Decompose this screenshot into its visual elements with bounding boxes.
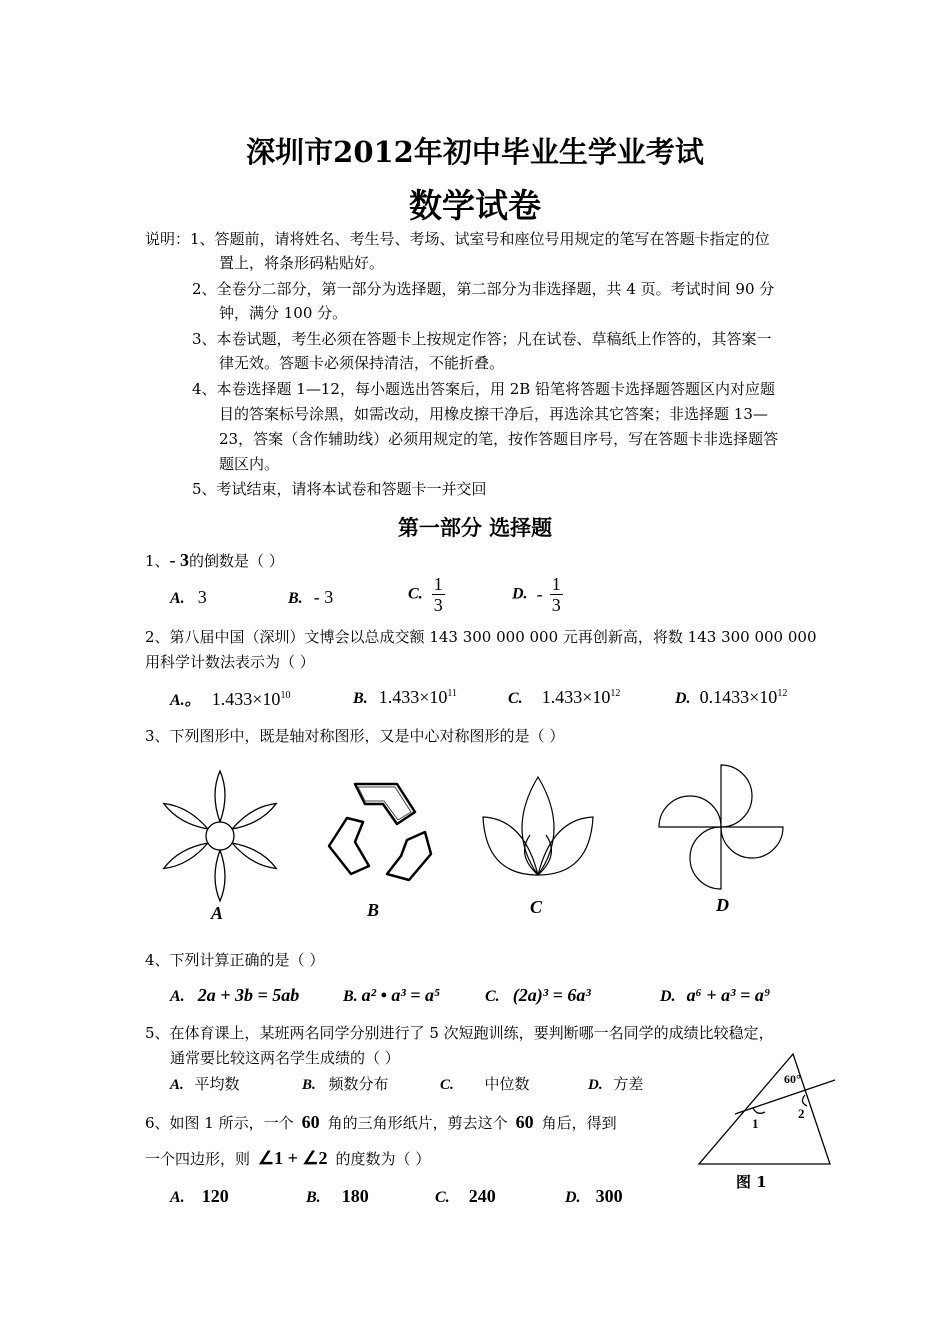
q5-option-b: B. 频数分布 [302, 1075, 389, 1093]
q4-option-b: B. a² • a³ = a⁵ [343, 985, 441, 1005]
figure-c-lotus [478, 775, 598, 880]
question-6-line2: 一个四边形，则 ∠1 + ∠2 的度数为（ ） [145, 1148, 431, 1168]
figure-1-angle-label: 60° [784, 1072, 801, 1086]
q5-option-d: D. 方差 [588, 1075, 644, 1093]
figure-label-c: C [530, 897, 543, 917]
q1-option-a: A. 3 [170, 587, 207, 607]
figure-1-label-1: 1 [752, 1116, 759, 1131]
question-6-line1: 6、如图 1 所示，一个 60 角的三角形纸片，剪去这个 60 角后，得到 [145, 1112, 617, 1132]
instruction-line: 律无效。答题卡必须保持清洁，不能折叠。 [219, 354, 505, 372]
exam-title: 深圳市2012年初中毕业生学业考试 [246, 135, 704, 169]
instruction-line: 2、全卷分二部分，第一部分为选择题，第二部分为非选择题，共 4 页。考试时间 90 分 [192, 280, 775, 298]
figure-1-triangle [695, 1050, 840, 1175]
figure-b-triangle-arrows [325, 782, 433, 882]
q4-option-d: D. a⁶ + a³ = a⁹ [660, 985, 771, 1005]
instructions-lead: 说明：1、答题前，请将姓名、考生号、考场、试室号和座位号用规定的笔写在答题卡指定的位 [145, 230, 770, 248]
section-title: 第一部分 选择题 [397, 515, 553, 540]
q4-option-c: C. (2a)³ = 6a³ [485, 985, 591, 1005]
figure-1-label-2: 2 [798, 1106, 805, 1121]
instruction-line: 5、考试结束，请将本试卷和答题卡一并交回 [192, 480, 487, 498]
question-4: 4、下列计算正确的是（ ） [145, 951, 325, 969]
q6-option-d: D. 300 [565, 1186, 623, 1206]
q5-option-c: C. 中位数 [440, 1075, 530, 1093]
q2-option-b: B. $1.433\times 10^{11}$ [353, 687, 458, 707]
question-1: 1、- 3的倒数是（ ） [145, 550, 284, 570]
figure-a-flower [160, 768, 280, 900]
instruction-line: 4、本卷选择题 1—12，每小题选出答案后，用 2B 铅笔将答题卡选择题答题区内对应题 [192, 380, 776, 398]
q6-option-b: B. 180 [306, 1186, 369, 1206]
question-2-line2: 用科学计数法表示为（ ） [145, 653, 315, 671]
figure-d-pinwheel [655, 765, 787, 890]
instruction-line: 钟，满分 100 分。 [219, 304, 348, 322]
q6-option-c: C. 240 [435, 1186, 496, 1206]
exam-subtitle: 数学试卷 [409, 186, 541, 225]
q6-option-a: A. 120 [170, 1186, 229, 1206]
instruction-line: 3、本卷试题，考生必须在答题卡上按规定作答；凡在试卷、草稿纸上作答的，其答案一 [192, 330, 772, 348]
q2-option-c: C. $1.433\times 10^{12}$ [508, 687, 621, 707]
q4-option-a: A. 2a + 3b = 5ab [170, 985, 300, 1005]
question-5-line1: 5、在体育课上，某班两名同学分别进行了 5 次短跑训练，要判断哪一名同学的成绩比较稳定， [145, 1024, 774, 1042]
q1-option-d: D. - $\frac{1}{3}$ [512, 574, 561, 615]
q5-option-a: A. 平均数 [170, 1075, 240, 1093]
instruction-line: 置上，将条形码粘贴好。 [219, 254, 385, 272]
q1-option-c: C. $\frac{1}{3}$ [408, 574, 443, 615]
question-3: 3、下列图形中，既是轴对称图形，又是中心对称图形的是（ ） [145, 727, 565, 745]
instruction-line: 23，答案（含作辅助线）必须用规定的笔，按作答题目序号，写在答题卡非选择题答 [219, 430, 779, 448]
q2-option-d: D. $0.1433\times 10^{12}$ [675, 687, 788, 707]
question-5-line2: 通常要比较这两名学生成绩的（ ） [170, 1049, 400, 1067]
instruction-line: 目的答案标号涂黑，如需改动，用橡皮擦干净后，再选涂其它答案；非选择题 13— [219, 405, 768, 423]
question-2-line1: 2、第八届中国（深圳）文博会以总成交额 143 300 000 000 元再创新高，将数 143 300 000 000 [145, 628, 817, 646]
instruction-line: 题区内。 [219, 455, 280, 473]
q1-option-b: B. - 3 [288, 587, 334, 607]
figure-label-b: B [367, 900, 380, 920]
figure-1-caption: 图 1 [736, 1173, 767, 1191]
figure-label-d: D [716, 895, 729, 915]
q2-option-a: A.。 $1.433\times 10^{10}$ [170, 689, 291, 709]
figure-label-a: A [211, 903, 224, 923]
